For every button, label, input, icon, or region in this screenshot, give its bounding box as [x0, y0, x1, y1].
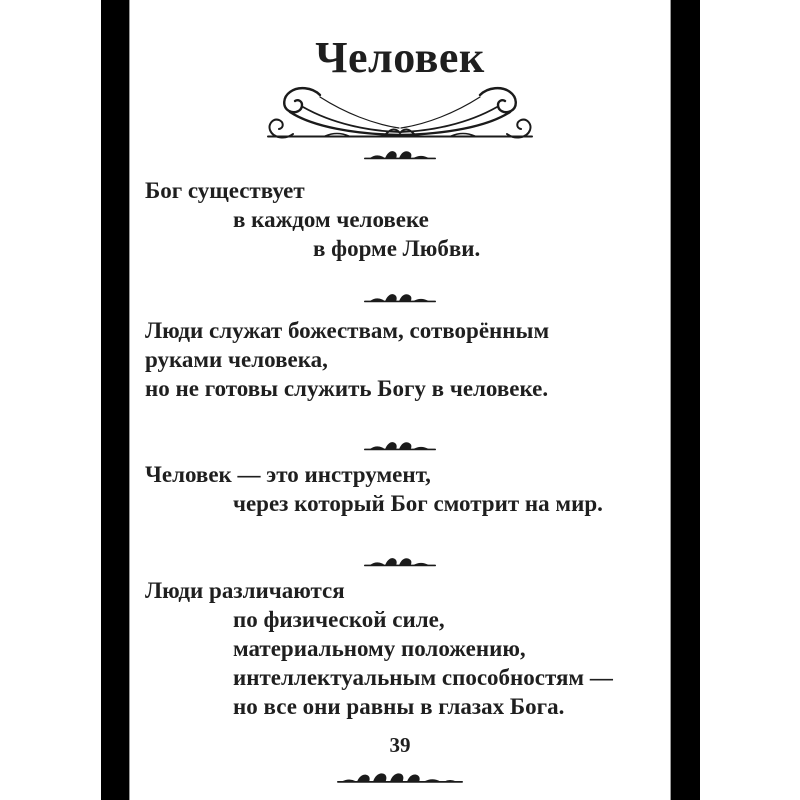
aphorism-line: в каждом человеке	[233, 207, 429, 232]
chapter-title: Человек	[315, 33, 485, 82]
book-page	[130, 0, 670, 800]
aphorism-line: через который Бог смотрит на мир.	[233, 491, 603, 516]
aphorism-line: в форме Любви.	[313, 236, 481, 261]
aphorism-line: но не готовы служить Богу в человеке.	[145, 376, 549, 401]
right-black-bar	[670, 0, 700, 800]
page-number: 39	[389, 733, 411, 757]
aphorism-block	[145, 176, 662, 263]
section-divider-ornament-icon	[363, 291, 437, 304]
section-divider-ornament-icon	[363, 439, 437, 452]
section-divider-ornament-icon	[363, 148, 437, 161]
aphorism-line: интеллектуальным способностям —	[233, 665, 613, 690]
aphorism-line: но все они равны в глазах Бога.	[233, 694, 565, 719]
aphorism-line: Люди служат божествам, сотворённым	[145, 318, 550, 343]
section-divider-ornament-icon	[363, 555, 437, 568]
aphorism-block	[145, 576, 662, 721]
aphorism-line: Люди различаются	[145, 578, 345, 603]
scroll-flourish-ornament-icon	[265, 86, 535, 142]
aphorism-line: Человек — это инструмент,	[145, 462, 431, 487]
aphorism-block	[145, 316, 662, 403]
aphorism-block	[145, 460, 662, 518]
aphorism-line: по физической силе,	[233, 607, 445, 632]
aphorism-line: материальному положению,	[233, 636, 526, 661]
footer-ornament-icon	[336, 770, 464, 785]
aphorism-line: Бог существует	[145, 178, 305, 203]
left-black-bar	[101, 0, 130, 800]
aphorism-line: руками человека,	[145, 347, 328, 372]
